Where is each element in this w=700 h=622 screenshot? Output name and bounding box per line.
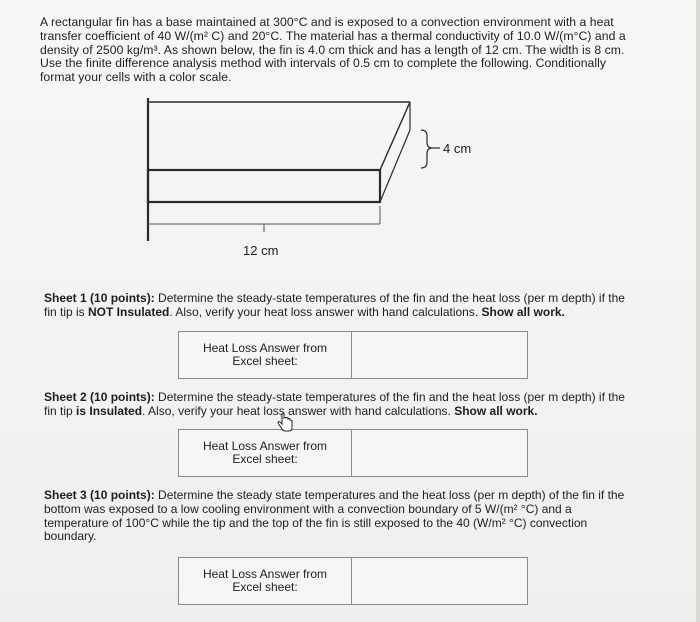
length-label: 12 cm xyxy=(243,243,279,258)
sheet3-line1 xyxy=(44,489,654,503)
answer-label-line: Heat Loss Answer from xyxy=(202,438,328,453)
fin-right-diag-edge xyxy=(380,130,410,202)
sheet2-answer-box xyxy=(178,429,528,477)
problem-statement xyxy=(40,16,680,85)
hand-cursor-icon xyxy=(276,413,294,433)
sheet3-title: Sheet 3 (10 points): xyxy=(44,488,155,502)
fin-front-face xyxy=(148,170,380,202)
sheet1-text: . Also, verify your heat loss answer with hand calculations. xyxy=(169,304,482,319)
sheet2-answer-label xyxy=(179,430,352,476)
sheet3-line2: bottom was exposed to a low cooling environment with a convection boundary of 5 W/(m² °C) and a xyxy=(44,501,572,516)
sheet1-line1 xyxy=(44,292,654,306)
sheet2-answer-field[interactable] xyxy=(352,430,527,476)
sheet3-answer-field[interactable] xyxy=(352,558,527,604)
intro-line: density of 2500 kg/m³. As shown below, the fin is 4.0 cm thick and has a length of 12 cm. The width is 8 cm. xyxy=(40,42,625,57)
sheet2-text: fin tip xyxy=(44,403,77,418)
intro-line: A rectangular fin has a base maintained at 300°C and is exposed to a convection environment with a heat xyxy=(40,15,614,29)
thickness-brace xyxy=(421,130,432,168)
fin-diagram xyxy=(140,96,500,266)
sheet1-line2 xyxy=(44,306,654,320)
sheet3-line4: boundary. xyxy=(44,529,97,544)
sheet1-emphasis: NOT Insulated xyxy=(88,304,170,319)
sheet1-title: Sheet 1 (10 points): xyxy=(44,291,155,305)
sheet2-question xyxy=(44,391,654,419)
sheet2-text: Determine the steady-state temperatures of the fin and the heat loss (per m depth) if the xyxy=(154,390,625,404)
sheet2-emphasis: is Insulated xyxy=(76,403,143,418)
sheet3-text: Determine the steady state temperatures and the heat loss (per m depth) of the fin if the xyxy=(154,488,625,502)
sheet1-question xyxy=(44,292,654,320)
sheet3-question xyxy=(44,489,654,544)
page-edge xyxy=(696,0,700,622)
sheet3-answer-box xyxy=(178,557,528,605)
sheet2-emphasis: Show all work. xyxy=(454,403,538,418)
intro-line: Use the finite difference analysis method with intervals of 0.5 cm to complete the following. Conditionally xyxy=(40,56,607,71)
intro-line: format your cells with a color scale. xyxy=(40,70,232,85)
fin-top-right-edge xyxy=(380,102,410,170)
answer-label-line: Heat Loss Answer from xyxy=(202,566,328,581)
sheet1-answer-box xyxy=(178,331,528,379)
answer-label-line: Excel sheet: xyxy=(232,452,298,466)
sheet1-text: fin tip is xyxy=(44,304,89,319)
sheet1-answer-label xyxy=(179,332,352,378)
sheet1-text: Determine the steady-state temperatures of the fin and the heat loss (per m depth) if the xyxy=(154,291,625,305)
sheet3-line3: temperature of 100°C while the tip and the top of the fin is still exposed to the 40 (W/m² °C) convection xyxy=(44,515,588,530)
sheet2-title: Sheet 2 (10 points): xyxy=(44,390,155,404)
sheet3-answer-label xyxy=(179,558,352,604)
answer-label-line: Heat Loss Answer from xyxy=(202,340,328,355)
sheet2-line2 xyxy=(44,405,654,419)
thickness-label: 4 cm xyxy=(443,141,472,156)
intro-line: transfer coefficient of 40 W/(m² C) and 20°C. The material has a thermal conductivity of 10.0 W/(m°C) and a xyxy=(40,28,626,43)
answer-label-line: Excel sheet: xyxy=(232,580,298,594)
sheet1-answer-field[interactable] xyxy=(352,332,527,378)
sheet2-text: . Also, verify your heat loss answer with hand calculations. xyxy=(142,403,455,418)
sheet2-line1 xyxy=(44,391,654,405)
sheet1-emphasis: Show all work. xyxy=(481,304,565,319)
answer-label-line: Excel sheet: xyxy=(232,354,298,368)
